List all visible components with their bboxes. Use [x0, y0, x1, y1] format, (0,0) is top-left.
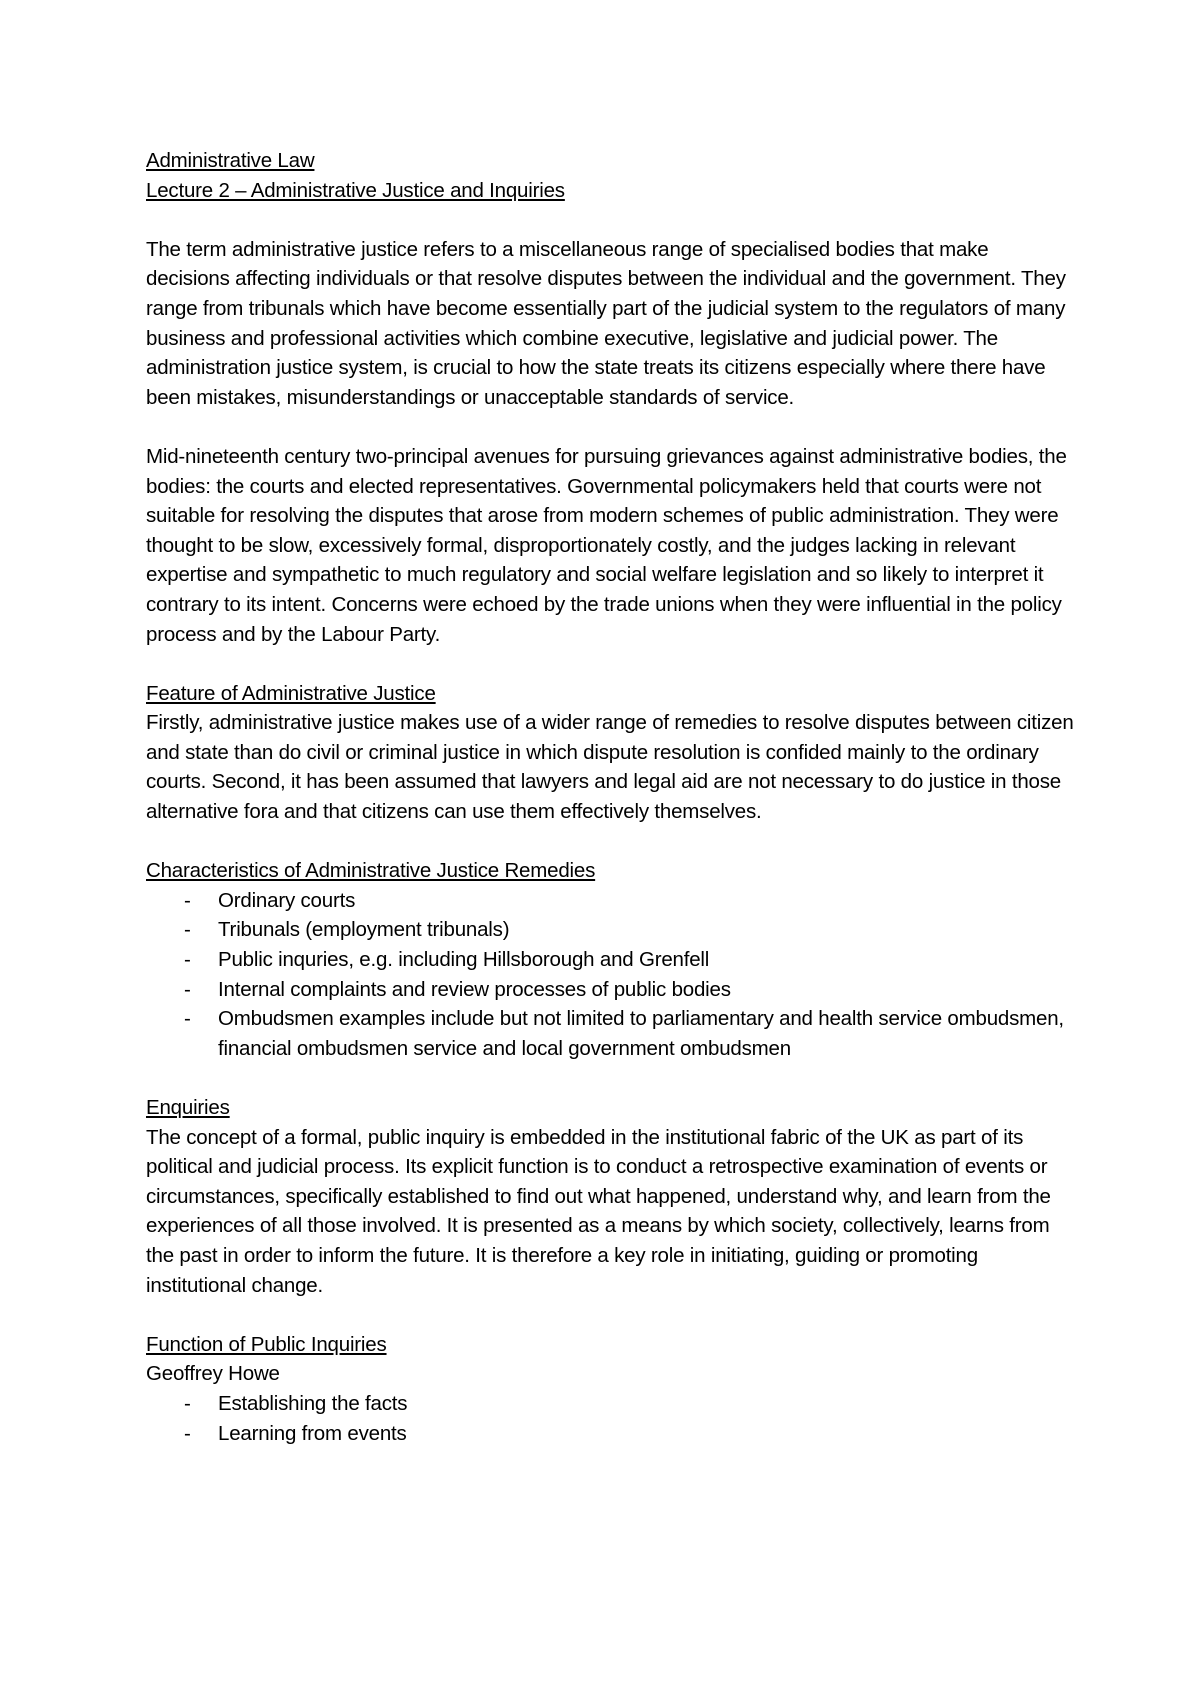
list-item-text: Ombudsmen examples include but not limited to parliamentary and health service ombudsmen, financial ombudsmen service and local government ombudsmen [218, 1007, 1064, 1060]
list-item-text: Establishing the facts [218, 1391, 408, 1415]
list-item [146, 1389, 1076, 1419]
dash-bullet: - [184, 977, 191, 1001]
list-item [146, 975, 1076, 1005]
list-item [146, 1419, 1076, 1449]
remedies-list [146, 886, 1076, 1064]
list-item [146, 915, 1076, 945]
intro-paragraph: The term administrative justice refers to a miscellaneous range of specialised bodies that make decisions affecting individuals or that resolve disputes between the individual and the government. They range from tribunals which have become essentially part of the judicial system to the regulators of many business and professional activities which combine executive, legislative and judicial power. The administration justice system, is crucial to how the state treats its citizens especially where there have been mistakes, misunderstandings or unacceptable standards of service. [146, 237, 1066, 409]
spacer [146, 205, 1076, 235]
lecture-subtitle: Lecture 2 – Administrative Justice and Inquiries [146, 178, 565, 202]
list-item [146, 1004, 1076, 1063]
dash-bullet: - [184, 888, 191, 912]
spacer [146, 1063, 1076, 1093]
list-item-text: Public inquries, e.g. including Hillsborough and Grenfell [218, 948, 710, 972]
list-item-text: Tribunals (employment tribunals) [218, 918, 510, 942]
howe-label: Geoffrey Howe [146, 1362, 280, 1386]
document-page [146, 146, 1076, 1448]
dash-bullet: - [184, 1421, 191, 1445]
characteristics-heading: Characteristics of Administrative Justice Remedies [146, 859, 596, 883]
list-item [146, 945, 1076, 975]
history-paragraph: Mid-nineteenth century two-principal avenues for pursuing grievances against administrative bodies, the bodies: the courts and elected representatives. Governmental policymakers held that courts were not suitable for resolving the disputes that arose from modern schemes of public administration. They were thought to be slow, excessively formal, disproportionately costly, and the judges lacking in relevant expertise and sympathetic to much regulatory and social welfare legislation and so likely to interpret it contrary to its intent. Concerns were echoed by the trade unions when they were influential in the policy process and by the Labour Party. [146, 444, 1067, 646]
list-item-text: Learning from events [218, 1421, 407, 1445]
function-heading: Function of Public Inquiries [146, 1332, 387, 1356]
feature-paragraph: Firstly, administrative justice makes use of a wider range of remedies to resolve disputes between citizen and state than do civil or criminal justice in which dispute resolution is confided mainly to the ordinary courts. Second, it has been assumed that lawyers and legal aid are not necessary to do justice in those alternative fora and that citizens can use them effectively themselves. [146, 711, 1074, 824]
document-title: Administrative Law [146, 149, 315, 172]
dash-bullet: - [184, 918, 191, 942]
functions-list [146, 1389, 1076, 1448]
spacer [146, 1300, 1076, 1330]
list-item-text: Ordinary courts [218, 888, 356, 912]
enquiries-paragraph: The concept of a formal, public inquiry is embedded in the institutional fabric of the UK as part of its political and judicial process. Its explicit function is to conduct a retrospective examination of events or circumstances, specifically established to find out what happened, understand why, and learn from the experiences of all those involved. It is presented as a means by which society, collectively, learns from the past in order to inform the future. It is therefore a key role in initiating, guiding or promoting institutional change. [146, 1125, 1051, 1297]
list-item [146, 886, 1076, 916]
list-item-text: Internal complaints and review processes of public bodies [218, 977, 731, 1001]
dash-bullet: - [184, 1007, 191, 1031]
feature-heading: Feature of Administrative Justice [146, 681, 436, 705]
spacer [146, 412, 1076, 442]
spacer [146, 649, 1076, 679]
enquiries-heading: Enquiries [146, 1096, 230, 1119]
dash-bullet: - [184, 1391, 191, 1415]
dash-bullet: - [184, 948, 191, 972]
spacer [146, 827, 1076, 857]
